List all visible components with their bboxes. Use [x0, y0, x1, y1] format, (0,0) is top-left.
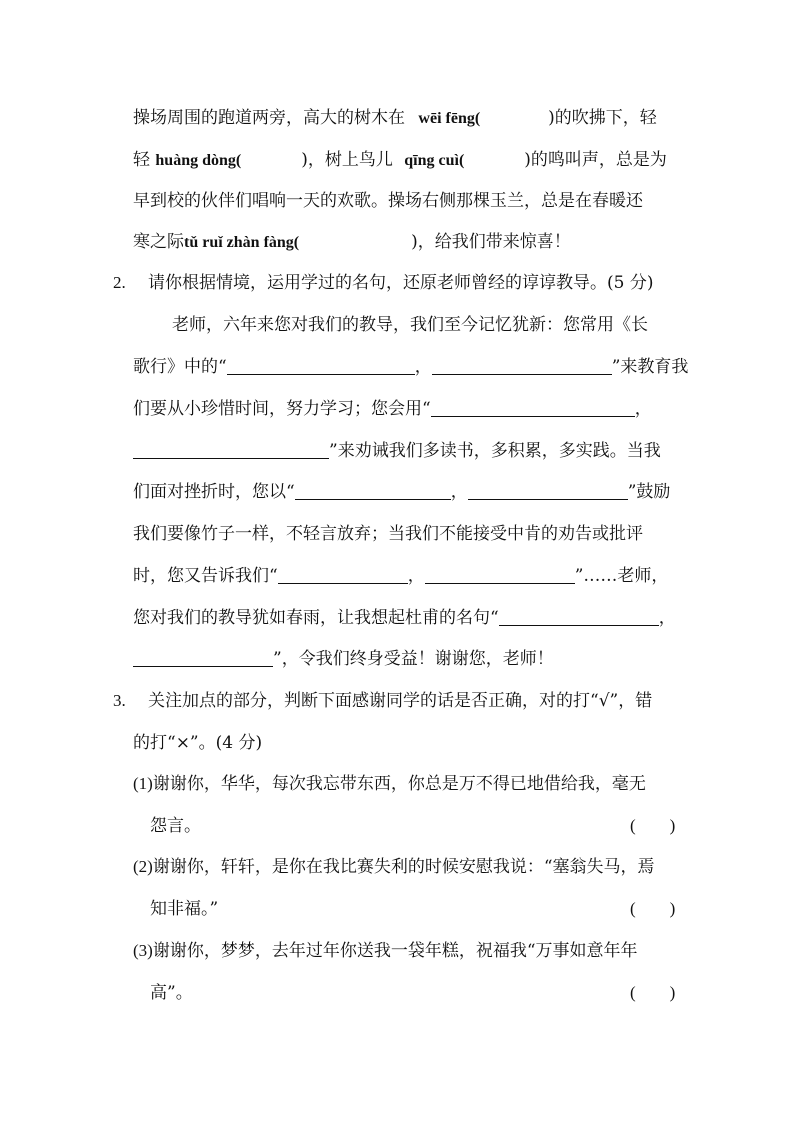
- fill-blank[interactable]: [468, 481, 628, 500]
- q2-line-1: 老师，六年来您对我们的教导，我们至今记忆犹新：您常用《长: [172, 315, 648, 335]
- passage-text: )，给我们带来惊喜！: [411, 232, 571, 252]
- item-text: 谢谢你，轩轩，是你在我比赛失利的时候安慰我说：“塞翁失马，焉: [152, 857, 655, 877]
- passage-text: 操场周围的跑道两旁，高大的树木在: [133, 108, 405, 128]
- item-text: 谢谢你，梦梦，去年过年你送我一袋年糕，祝福我“万事如意年年: [152, 941, 638, 961]
- q2-text: 时，您又告诉我们“: [133, 566, 278, 586]
- passage-text: 寒之际: [133, 232, 184, 252]
- q3-item-2: [133, 856, 655, 878]
- fill-blank[interactable]: [227, 356, 415, 375]
- q2-text: ”，令我们终身受益！谢谢您，老师！: [273, 649, 554, 669]
- passage-line-4: [133, 231, 571, 254]
- passage-line-2: [133, 149, 667, 172]
- item-label: (3): [133, 941, 153, 960]
- pinyin-turuizhanfang: tǔ ruǐ zhàn fàng(: [184, 234, 300, 251]
- q2-text: ，: [414, 357, 432, 377]
- passage-text: 轻: [133, 150, 150, 170]
- fill-blank[interactable]: [499, 607, 659, 626]
- answer-box-3[interactable]: ( ): [630, 983, 676, 1002]
- q2-text: 您对我们的教导犹如春雨，让我想起杜甫的名句“: [133, 608, 499, 628]
- question-3-prompt: 关注加点的部分，判断下面感谢同学的话是否正确，对的打“√”，错: [148, 691, 653, 711]
- item-text: 谢谢你，华华，每次我忘带东西，你总是万不得已地借给我，毫无: [152, 774, 646, 794]
- fill-blank[interactable]: [295, 481, 451, 500]
- q3-item-2-cont: 知非福。”: [150, 899, 219, 919]
- q2-text: 歌行》中的“: [133, 357, 227, 377]
- answer-box-2[interactable]: ( ): [630, 899, 676, 918]
- q2-text: ，: [407, 566, 425, 586]
- q3-item-3-cont: 高”。: [150, 983, 193, 1003]
- item-label: (1): [133, 774, 153, 793]
- q2-line-3: [133, 398, 652, 420]
- fill-blank[interactable]: [133, 440, 329, 459]
- q3-item-1: [133, 773, 646, 795]
- q2-line-5: [133, 481, 670, 503]
- q2-text: ”鼓励: [627, 482, 671, 502]
- q2-text: ，: [658, 608, 676, 628]
- fill-blank[interactable]: [431, 398, 635, 417]
- pinyin-qingcui: qīng cuì(: [404, 152, 465, 169]
- item-label: (2): [133, 857, 153, 876]
- q3-item-1-cont: 怨言。: [150, 816, 201, 836]
- q2-text: 们面对挫折时，您以“: [133, 482, 295, 502]
- passage-line-1: [133, 107, 657, 130]
- fill-blank[interactable]: [432, 356, 612, 375]
- pinyin-huangdong: huàng dòng(: [155, 152, 242, 169]
- passage-text: )的吹拂下，轻: [548, 108, 657, 128]
- passage-text: )的鸣叫声，总是为: [524, 150, 667, 170]
- q2-text: ，: [450, 482, 468, 502]
- question-3-number: 3.: [113, 691, 126, 710]
- q3-item-3: [133, 940, 638, 962]
- q2-text: ”来劝诫我们多读书，多积累，多实践。当我: [329, 441, 661, 461]
- q2-line-6: 我们要像竹子一样，不轻言放弃；当我们不能接受中肯的劝告或批评: [133, 524, 643, 544]
- q2-text: 们要从小珍惜时间，努力学习；您会用“: [133, 399, 431, 419]
- q2-line-4: [133, 440, 661, 462]
- q2-text: ”……老师，: [574, 566, 669, 586]
- question-2-prompt: 请你根据情境，运用学过的名句，还原老师曾经的谆谆教导。(5 分): [148, 273, 654, 293]
- question-3-prompt-cont: 的打“×”。(4 分): [133, 733, 263, 753]
- q2-line-9: [133, 648, 554, 670]
- q2-line-2: [133, 356, 688, 378]
- fill-blank[interactable]: [278, 565, 408, 584]
- passage-line-3: 早到校的伙伴们唱响一天的欢歌。操场右侧那棵玉兰，总是在春暖还: [133, 191, 643, 211]
- answer-box-1[interactable]: ( ): [630, 816, 676, 835]
- question-2-number: 2.: [113, 273, 126, 292]
- q2-line-7: [133, 565, 668, 587]
- fill-blank[interactable]: [425, 565, 575, 584]
- q2-text: ”来教育我: [611, 357, 689, 377]
- passage-text: )，树上鸟儿: [301, 150, 393, 170]
- q2-line-8: [133, 607, 676, 629]
- pinyin-weifeng: wēi fēng(: [418, 110, 481, 127]
- q2-text: ，: [634, 399, 652, 419]
- fill-blank[interactable]: [133, 648, 273, 667]
